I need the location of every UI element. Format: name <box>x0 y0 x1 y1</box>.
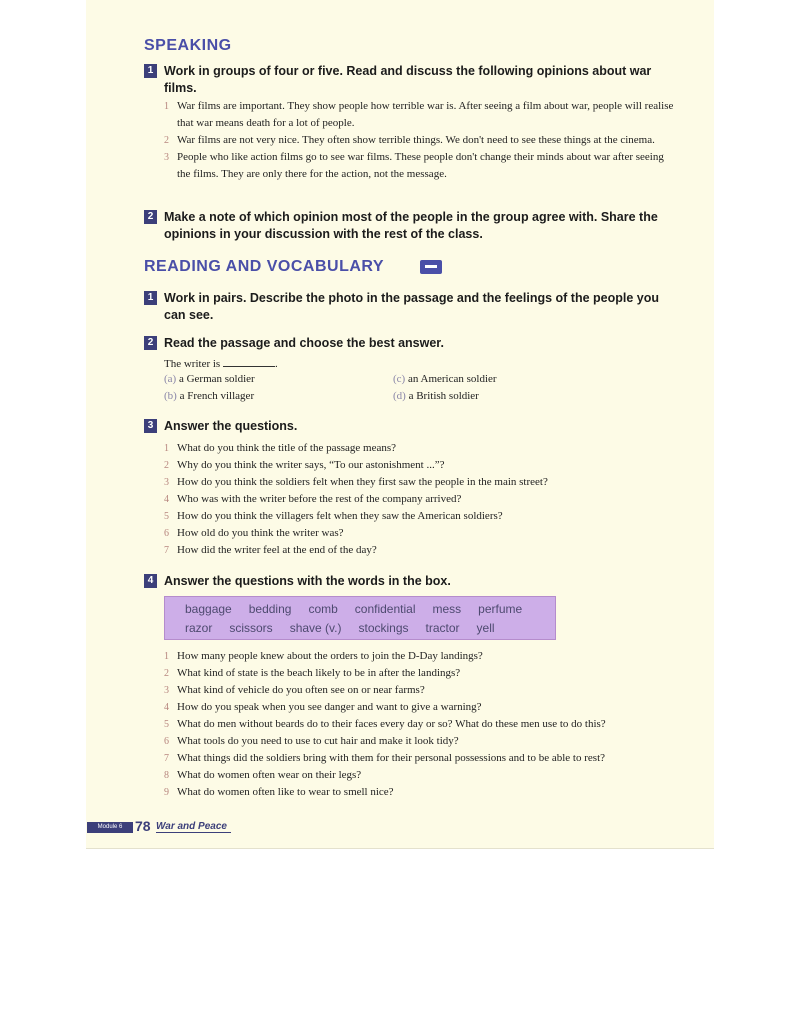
list-item: 2 War films are not very nice. They often show terrible things. We don't need to see these things at the cinema. <box>164 134 655 146</box>
question-stem: The writer is . <box>164 358 278 370</box>
list-item: 7 How did the writer feel at the end of the day? <box>164 544 377 556</box>
list-item: 3 What kind of vehicle do you often see on or near farms? <box>164 684 425 696</box>
word-row: razor scissors shave (v.) stockings tractor yell <box>185 621 495 635</box>
list-item: 7 What things did the soldiers bring with them for their personal possessions and to be able to rest? <box>164 752 606 764</box>
exercise-instruction: Answer the questions with the words in the box. <box>164 574 451 588</box>
exercise-number: 3 <box>144 419 157 433</box>
reading-heading: READING AND VOCABULARY <box>144 258 385 275</box>
speaking-exercise-1 <box>144 63 674 97</box>
list-item: 3 People who like action films go to see war films. These people don't change their minds about war after seeing the films. They are only there for the action, not the message. <box>164 151 664 180</box>
option-b: (b) a French villager <box>164 390 255 402</box>
vocabulary-questions-list <box>164 648 674 801</box>
exercise-number: 1 <box>144 64 157 78</box>
option-c: (c) an American soldier <box>393 373 497 385</box>
module-tag: Module 6 <box>87 822 133 833</box>
reading-exercise-2 <box>144 335 674 352</box>
list-item: 1 What do you think the title of the passage means? <box>164 442 397 454</box>
answer-blank <box>223 356 275 367</box>
exercise-instruction: Work in pairs. Describe the photo in the passage and the feelings of the people you can see. <box>164 291 659 322</box>
book-icon <box>420 260 442 274</box>
reading-exercise-4 <box>144 573 674 590</box>
module-title: War and Peace <box>156 821 231 833</box>
questions-list <box>164 440 674 559</box>
list-item: 5 What do men without beards do to their faces every day or so? What do these men use to do this? <box>164 718 606 730</box>
list-item: 1 War films are important. They show people how terrible war is. After seeing a film about war, people will realise that war means death for a lot of people. <box>164 100 674 129</box>
exercise-number: 4 <box>144 574 157 588</box>
option-d: (d) a British soldier <box>393 390 479 402</box>
exercise-instruction: Work in groups of four or five. Read and discuss the following opinions about war films. <box>164 64 652 95</box>
page-edge <box>86 848 714 849</box>
list-item: 4 How do you speak when you see danger and want to give a warning? <box>164 701 482 713</box>
exercise-instruction: Make a note of which opinion most of the people in the group agree with. Share the opinions in your discussion with the rest of the class. <box>164 210 658 241</box>
opinion-list <box>164 98 674 183</box>
word-row: baggage bedding comb confidential mess perfume <box>185 602 523 616</box>
reading-exercise-1 <box>144 290 674 324</box>
option-a: (a) a German soldier <box>164 373 255 385</box>
reading-exercise-3 <box>144 418 674 435</box>
list-item: 6 How old do you think the writer was? <box>164 527 344 539</box>
exercise-instruction: Read the passage and choose the best answer. <box>164 336 444 350</box>
exercise-instruction: Answer the questions. <box>164 419 298 433</box>
speaking-heading: SPEAKING <box>144 37 232 54</box>
exercise-number: 1 <box>144 291 157 305</box>
list-item: 9 What do women often like to wear to smell nice? <box>164 786 394 798</box>
exercise-number: 2 <box>144 336 157 350</box>
list-item: 3 How do you think the soldiers felt when they first saw the people in the main street? <box>164 476 548 488</box>
list-item: 1 How many people knew about the orders to join the D-Day landings? <box>164 650 483 662</box>
page-number: 78 <box>135 818 151 834</box>
list-item: 2 Why do you think the writer says, “To our astonishment ...”? <box>164 459 445 471</box>
exercise-number: 2 <box>144 210 157 224</box>
list-item: 6 What tools do you need to use to cut hair and make it look tidy? <box>164 735 459 747</box>
list-item: 5 How do you think the villagers felt when they saw the American soldiers? <box>164 510 503 522</box>
word-box <box>164 596 556 640</box>
list-item: 4 Who was with the writer before the rest of the company arrived? <box>164 493 462 505</box>
speaking-exercise-2 <box>144 209 674 243</box>
list-item: 2 What kind of state is the beach likely to be in after the landings? <box>164 667 461 679</box>
list-item: 8 What do women often wear on their legs? <box>164 769 362 781</box>
